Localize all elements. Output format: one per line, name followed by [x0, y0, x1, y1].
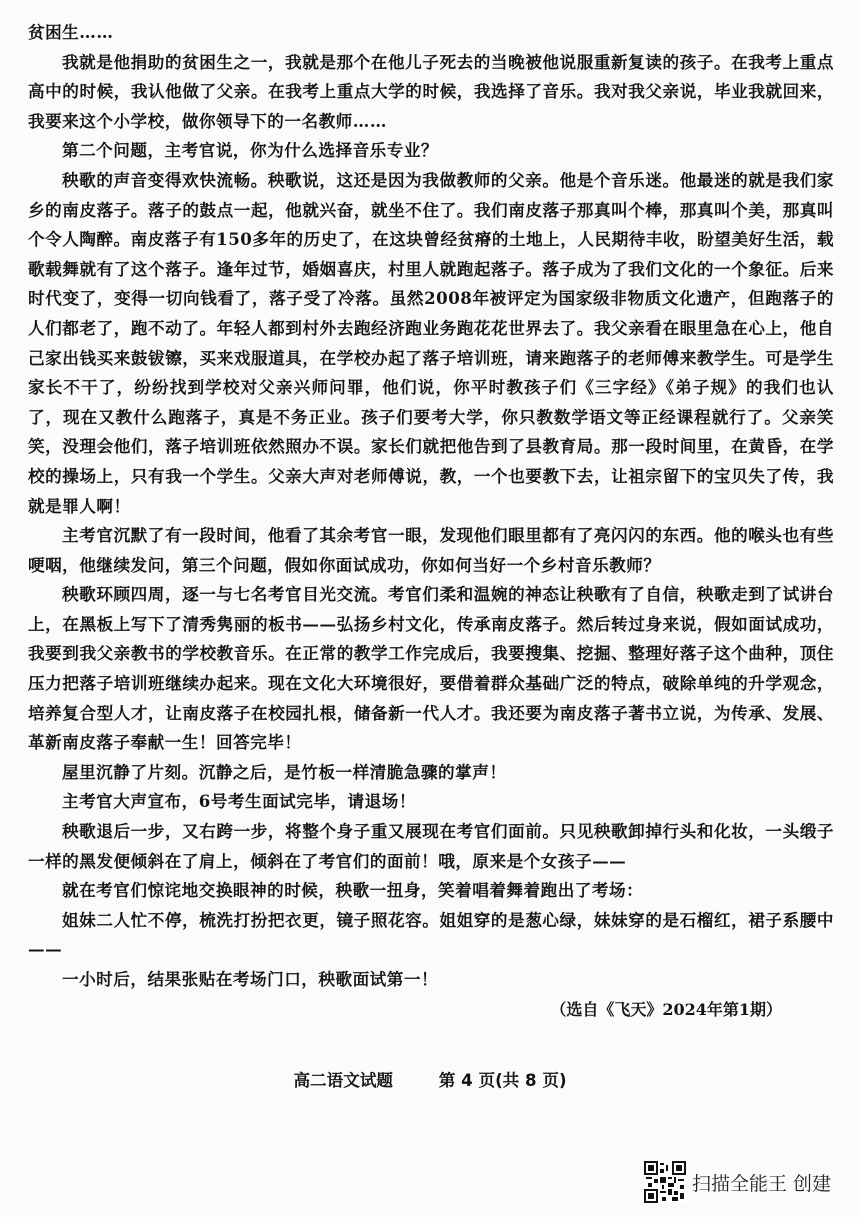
- page-number: 第 4 页(共 8 页): [438, 1071, 567, 1090]
- paragraph-9: 秧歌退后一步，又右跨一步，将整个身子重又展现在考官们面前。只见秧歌卸掉行头和化妆，一头缎子一样的黑发便倾斜在了肩上，倾斜在了考官们的面前！哦，原来是个女孩子——: [28, 821, 834, 871]
- page-footer: [0, 1067, 860, 1091]
- scanner-watermark: [644, 1160, 831, 1204]
- paragraph-3: 第二个问题，主考官说，你为什么选择音乐专业？: [62, 140, 439, 161]
- paragraph-11: 姐妹二人忙不停，梳洗打扮把衣更，镜子照花容。姐姐穿的是葱心绿，妹妹穿的是石榴红，裙子系腰中——: [28, 909, 834, 960]
- paragraph-1: 贫困生……: [28, 22, 114, 42]
- paragraph-6: 秧歌环顾四周，逐一与七名考官目光交流。考官们柔和温婉的神态让秧歌有了自信，秧歌走到了试讲台上，在黑板上写下了清秀隽丽的板书——弘扬乡村文化，传承南皮落子。然后转过身来说，假如面试成功，我要到我父亲教书的学校教音乐。在正常的教学工作完成后，我要搜集、挖掘、整理好落子这个曲种，顶住压力把落子培训班继续办起来。现在文化大环境很好，要借着群众基础广泛的特点，破除单纯的升学观念，培养复合型人才，让南皮落子在校园扎根，储备新一代人才。我还要为南皮落子著书立说，为传承、发展、革新南皮落子奉献一生！回答完毕！: [28, 584, 834, 753]
- qr-code-icon: [644, 1161, 686, 1203]
- paragraph-5: 主考官沉默了有一段时间，他看了其余考官一眼，发现他们眼里都有了亮闪闪的东西。他的喉头也有些哽咽，他继续发问，第三个问题，假如你面试成功，你如何当好一个乡村音乐教师？: [28, 525, 834, 575]
- paragraph-12: 一小时后，结果张贴在考场门口，秧歌面试第一！: [62, 969, 439, 989]
- paragraph-8: 主考官大声宣布，6号考生面试完毕，请退场！: [62, 791, 416, 812]
- paragraph-4: 秧歌的声音变得欢快流畅。秧歌说，这还是因为我做教师的父亲。他是个音乐迷。他最迷的就是我们家乡的南皮落子。落子的鼓点一起，他就兴奋，就坐不住了。我们南皮落子那真叫个棒，那真叫个美，那真叫个令人陶醉。南皮落子有150多年的历史了，在这块曾经贫瘠的土地上，人民期待丰收，盼望美好生活，载歌载舞就有了这个落子。逢年过节，婚姻喜庆，村里人就跑起落子。落子成为了我们文化的一个象征。后来时代变了，变得一切向钱看了，落子受了冷落。虽然2008年被评定为国家级非物质文化遗产，但跑落子的人们都老了，跑不动了。年轻人都到村外去跑经济跑业务跑花花世界去了。我父亲看在眼里急在心上，他自己家出钱买来鼓钹镲，买来戏服道具，在学校办起了落子培训班，请来跑落子的老师傅来教学生。可是学生家长不干了，纷纷找到学校对父亲兴师问罪，他们说，你平时教孩子们《三字经》《弟子规》的我们也认了，现在又教什么跑落子，真是不务正业。孩子们要考大学，你只教数学语文等正经课程就行了。父亲笑笑，没理会他们，落子培训班依然照办不误。家长们就把他告到了县教育局。那一段时间里，在黄昏，在学校的操场上，只有我一个学生。父亲大声对老师傅说，教，一个也要教下去，让祖宗留下的宝贝失了传，我就是罪人啊！: [28, 169, 834, 516]
- source-citation: （选自《飞天》2024年第1期）: [550, 999, 782, 1019]
- paragraph-2: 我就是他捐助的贫困生之一，我就是那个在他儿子死去的当晚被他说服重新复读的孩子。在我考上重点高中的时候，我认他做了父亲。在我考上重点大学的时候，我选择了音乐。我对我父亲说，毕业我就回来，我要来这个小学校，做你领导下的一名教师……: [28, 51, 834, 131]
- watermark-text: 扫描全能王 创建: [692, 1172, 832, 1195]
- paragraph-7: 屋里沉静了片刻。沉静之后，是竹板一样清脆急骤的掌声！: [62, 761, 507, 782]
- document-body: [28, 18, 834, 1025]
- paragraph-10: 就在考官们惊诧地交换眼神的时候，秧歌一扭身，笑着唱着舞着跑出了考场：: [62, 880, 644, 901]
- exam-title: 高二语文试题: [293, 1071, 394, 1090]
